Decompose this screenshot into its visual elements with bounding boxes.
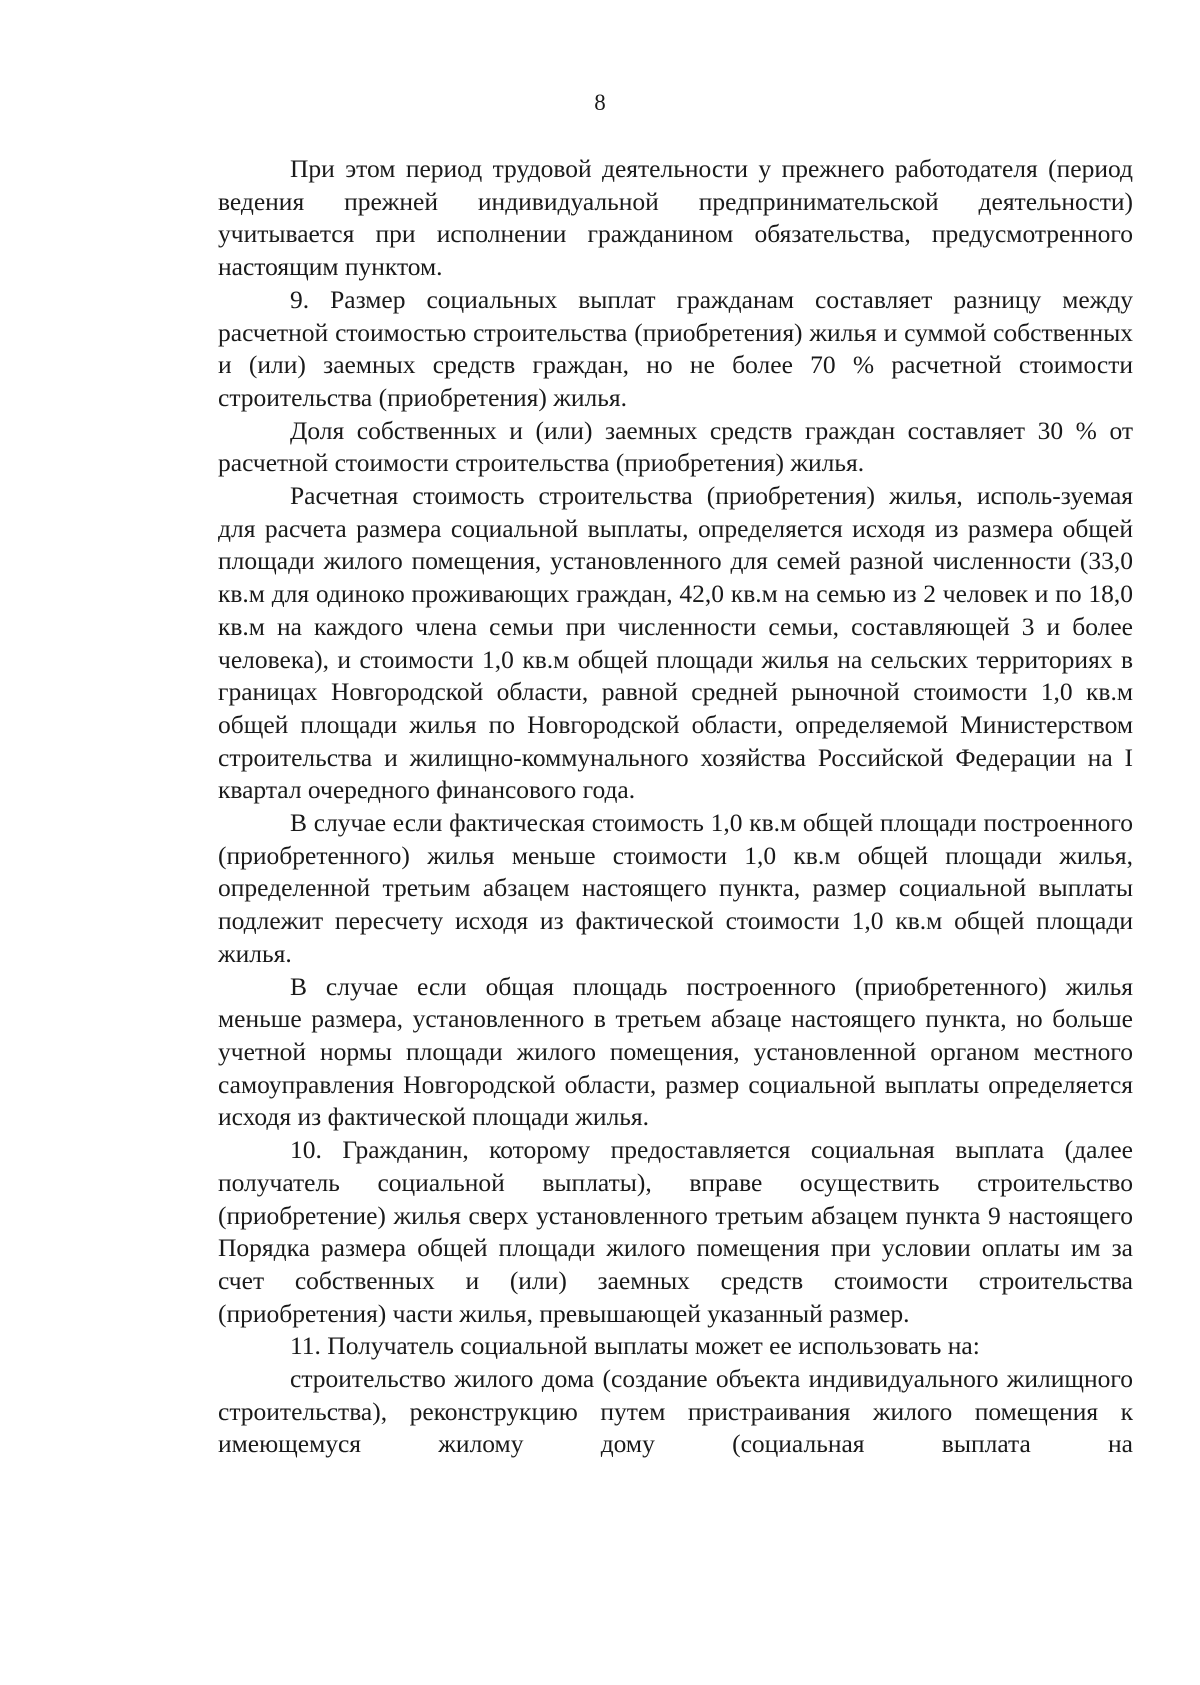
paragraph-actual-area: В случае если общая площадь построенного (приобретенного) жилья меньше размера, установленного в третьем абзаце настоящего пункта, но больше учетной нормы площади жилого помещения, установленной органом местного самоуправления Новгородской области, размер социальной выплаты определяется исходя из фактической площади жилья. bbox=[218, 971, 1133, 1132]
paragraph-11-usage: 11. Получатель социальной выплаты может ее использовать на: bbox=[290, 1331, 980, 1361]
paragraph-construction: строительство жилого дома (создание объекта индивидуального жилищного строительства), реконструкцию путем пристраивания жилого помещения к имеющемуся жилому дому (социальная выплата на bbox=[218, 1364, 1133, 1459]
paragraph-9-payment-size: 9. Размер социальных выплат гражданам составляет разницу между расчетной стоимостью строительства (приобретения) жилья и суммой собственных и (или) заемных средств граждан, но не более 70 % расчетной стоимости строительства (приобретения) жилья. bbox=[218, 284, 1133, 412]
document-body bbox=[218, 153, 1133, 1461]
paragraph-employment-period: При этом период трудовой деятельности у прежнего работодателя (период ведения прежней индивидуальной предпринимательской деятельности) учитывается при исполнении гражданином обязательства, предусмотренного настоящим пунктом. bbox=[218, 154, 1133, 282]
page-number: 8 bbox=[594, 90, 606, 115]
paragraph-10-recipient: 10. Гражданин, которому предоставляется социальная выплата (далее получатель социальной выплаты), вправе осуществить строительство (приобретение) жилья сверх установленного третьим абзацем пункта 9 настоящего Порядка размера общей площади жилого помещения при условии оплаты им за счет собственных и (или) заемных средств стоимости строительства (приобретения) части жилья, превышающей указанный размер. bbox=[218, 1135, 1133, 1328]
paragraph-estimated-cost: Расчетная стоимость строительства (приобретения) жилья, исполь-зуемая для расчета размера социальной выплаты, определяется исходя из размера общей площади жилого помещения, установленного для семей разной численности (33,0 кв.м для одиноко проживающих граждан, 42,0 кв.м на семью из 2 человек и по 18,0 кв.м на каждого члена семьи при численности семьи, составляющей 3 и более человека), и стоимости 1,0 кв.м общей площади жилья на сельских территориях в границах Новгородской области, равной средней рыночной стоимости 1,0 кв.м общей площади жилья по Новгородской области, определяемой Министерством строительства и жилищно-коммунального хозяйства Российской Федерации на I квартал очередного финансового года. bbox=[218, 481, 1133, 805]
paragraph-own-funds-share: Доля собственных и (или) заемных средств граждан составляет 30 % от расчетной стоимости строительства (приобретения) жилья. bbox=[218, 415, 1133, 478]
paragraph-actual-cost-recalc: В случае если фактическая стоимость 1,0 кв.м общей площади построенного (приобретенного) жилья меньше стоимости 1,0 кв.м общей площади жилья, определенной третьим абзацем настоящего пункта, размер социальной выплаты подлежит пересчету исходя из фактической стоимости 1,0 кв.м общей площади жилья. bbox=[218, 808, 1133, 968]
